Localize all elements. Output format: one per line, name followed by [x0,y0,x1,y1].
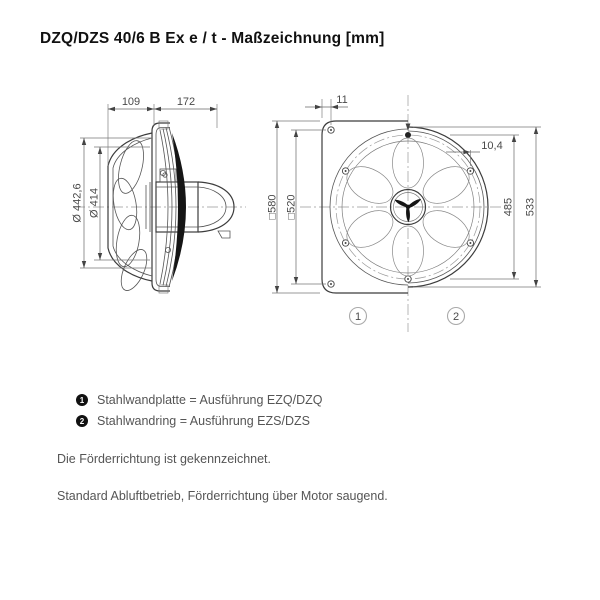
legend-badge-1: 1 [76,394,88,406]
dim-label-520: □520 [285,194,298,220]
page-title: DZQ/DZS 40/6 B Ex e / t - Maßzeichnung [mm] [40,30,385,47]
front-view [267,94,542,332]
dimensional-drawing [0,58,600,348]
legend [76,393,322,435]
legend-text-ring: Stahlwandring = Ausführung EZS/DZS [97,414,310,428]
dim-label-109: 109 [121,96,141,108]
dim-label-11: 11 [336,94,348,106]
dim-edge-to-hole [305,94,348,125]
notes [57,452,388,526]
legend-text-plate: Stahlwandplatte = Ausführung EZQ/DZQ [97,393,323,407]
dim-label-impeller-diameter: Ø 414 [88,188,101,218]
impeller-blades-side [110,138,152,294]
note-operation: Standard Abluftbetrieb, Förderrichtung über Motor saugend. [57,489,388,503]
dim-label-172: 172 [176,96,196,108]
note-direction: Die Förderrichtung ist gekennzeichnet. [57,452,272,466]
dim-plate-square [267,121,327,293]
legend-item-ring [76,414,322,428]
marker-1: 1 [354,310,362,323]
legend-item-plate [76,393,322,407]
dim-label-outer-diameter: Ø 442,6 [71,183,84,223]
marker-2: 2 [452,310,460,323]
dim-label-10-4: 10,4 [481,140,503,152]
side-view [72,96,247,294]
side-top-dimensions [108,96,217,166]
dim-label-533: 533 [524,197,537,217]
dim-label-580: □580 [266,194,279,220]
motor-foot [218,231,230,238]
legend-badge-2: 2 [76,415,88,427]
dim-label-485: 485 [502,197,515,217]
hole-top-center [405,132,411,138]
variant-markers [350,308,465,325]
